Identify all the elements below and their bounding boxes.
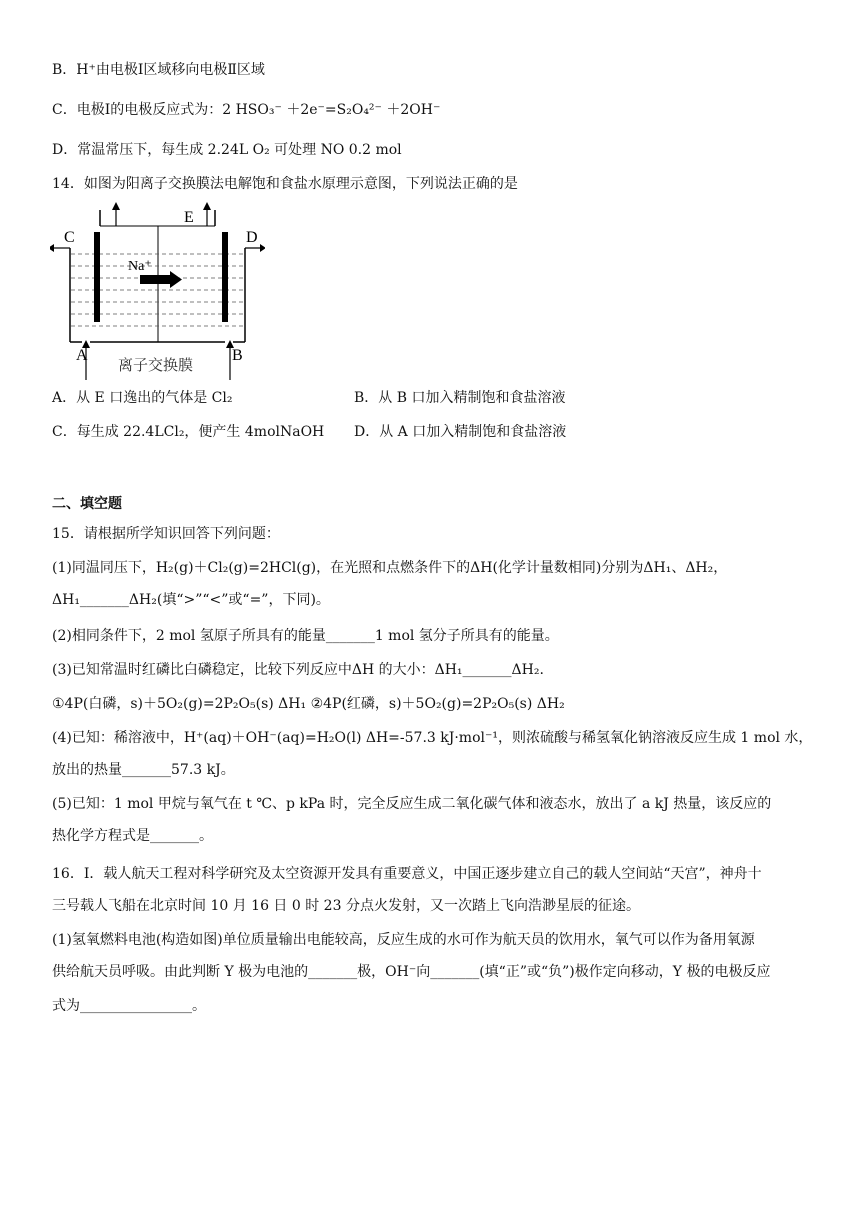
option-13d: D．常温常压下，每生成 2.24L O₂ 可处理 NO 0.2 mol xyxy=(52,142,402,158)
q15-part2: (2)相同条件下，2 mol 氢原子所具有的能量_______1 mol 氢分子所具有的能量。 xyxy=(52,628,559,644)
label-e: E xyxy=(184,209,194,226)
q15-part3-equations: ①4P(白磷，s)＋5O₂(g)=2P₂O₅(s) ΔH₁ ②4P(红磷，s)＋5O₂(g)=2P₂O₅(s) ΔH₂ xyxy=(52,696,565,712)
q15-part4-line2: 放出的热量_______57.3 kJ。 xyxy=(52,762,235,778)
question-14: 14．如图为阳离子交换膜法电解饱和食盐水原理示意图，下列说法正确的是 xyxy=(52,176,518,192)
option-14d: D．从 A 口加入精制饱和食盐溶液 xyxy=(354,424,567,440)
ion-arrow xyxy=(140,275,170,284)
option-13c: C．电极Ⅰ的电极反应式为：2 HSO₃⁻ ＋2e⁻=S₂O₄²⁻ ＋2OH⁻ xyxy=(52,102,441,118)
q15-part1-line2: ΔH₁_______ΔH₂(填“>”“<”或“=”，下同)。 xyxy=(52,592,330,608)
label-b: B xyxy=(232,347,243,364)
label-a: A xyxy=(76,347,88,364)
question-16-line2: 三号载人飞船在北京时间 10 月 16 日 0 时 23 分点火发射，又一次踏上飞向浩渺星辰的征途。 xyxy=(52,898,640,914)
q15-part5-line1: (5)已知：1 mol 甲烷与氧气在 t ℃、p kPa 时，完全反应生成二氧化碳气体和液态水，放出了 a kJ 热量，该反应的 xyxy=(52,796,772,812)
q16-part1-line2: 供给航天员呼吸。由此判断 Y 极为电池的_______极，OH⁻向_______(填“正”或“负”)极作定向移动，Y 极的电极反应 xyxy=(52,964,771,980)
question-16-line1: 16．I．载人航天工程对科学研究及太空资源开发具有重要意义，中国正逐步建立自己的载人空间站“天宫”，神舟十 xyxy=(52,866,762,882)
section-title: 二、填空题 xyxy=(52,496,122,512)
option-13b: B．H⁺由电极Ⅰ区域移向电极Ⅱ区域 xyxy=(52,62,265,78)
q15-part1-line1: (1)同温同压下，H₂(g)＋Cl₂(g)=2HCl(g)，在光照和点燃条件下的ΔH(化学计量数相同)分别为ΔH₁、ΔH₂， xyxy=(52,560,728,576)
q15-part5-line2: 热化学方程式是_______。 xyxy=(52,828,213,844)
electrolysis-diagram xyxy=(50,202,265,380)
cathode-electrode xyxy=(222,232,228,322)
q16-part1-line1: (1)氢氧燃料电池(构造如图)单位质量输出电能较高，反应生成的水可作为航天员的饮用水，氧气可以作为备用氧源 xyxy=(52,932,755,948)
option-14a: A．从 E 口逸出的气体是 Cl₂ xyxy=(52,390,233,406)
label-membrane: 离子交换膜 xyxy=(118,356,194,374)
label-d: D xyxy=(246,229,258,246)
label-c: C xyxy=(64,229,75,246)
label-na-ion: Na⁺ xyxy=(128,259,152,274)
q16-part1-line3: 式为________________。 xyxy=(52,998,206,1014)
anode-electrode xyxy=(94,232,100,322)
option-14c: C．每生成 22.4LCl₂，便产生 4molNaOH xyxy=(52,424,325,440)
question-15: 15．请根据所学知识回答下列问题： xyxy=(52,526,280,542)
q15-part3: (3)已知常温时红磷比白磷稳定，比较下列反应中ΔH 的大小：ΔH₁_______ΔH₂. xyxy=(52,662,544,678)
option-14b: B．从 B 口加入精制饱和食盐溶液 xyxy=(354,390,566,406)
q15-part4-line1: (4)已知：稀溶液中，H⁺(aq)＋OH⁻(aq)=H₂O(l) ΔH=-57.3 kJ·mol⁻¹，则浓硫酸与稀氢氧化钠溶液反应生成 1 mol 水， xyxy=(52,730,813,746)
